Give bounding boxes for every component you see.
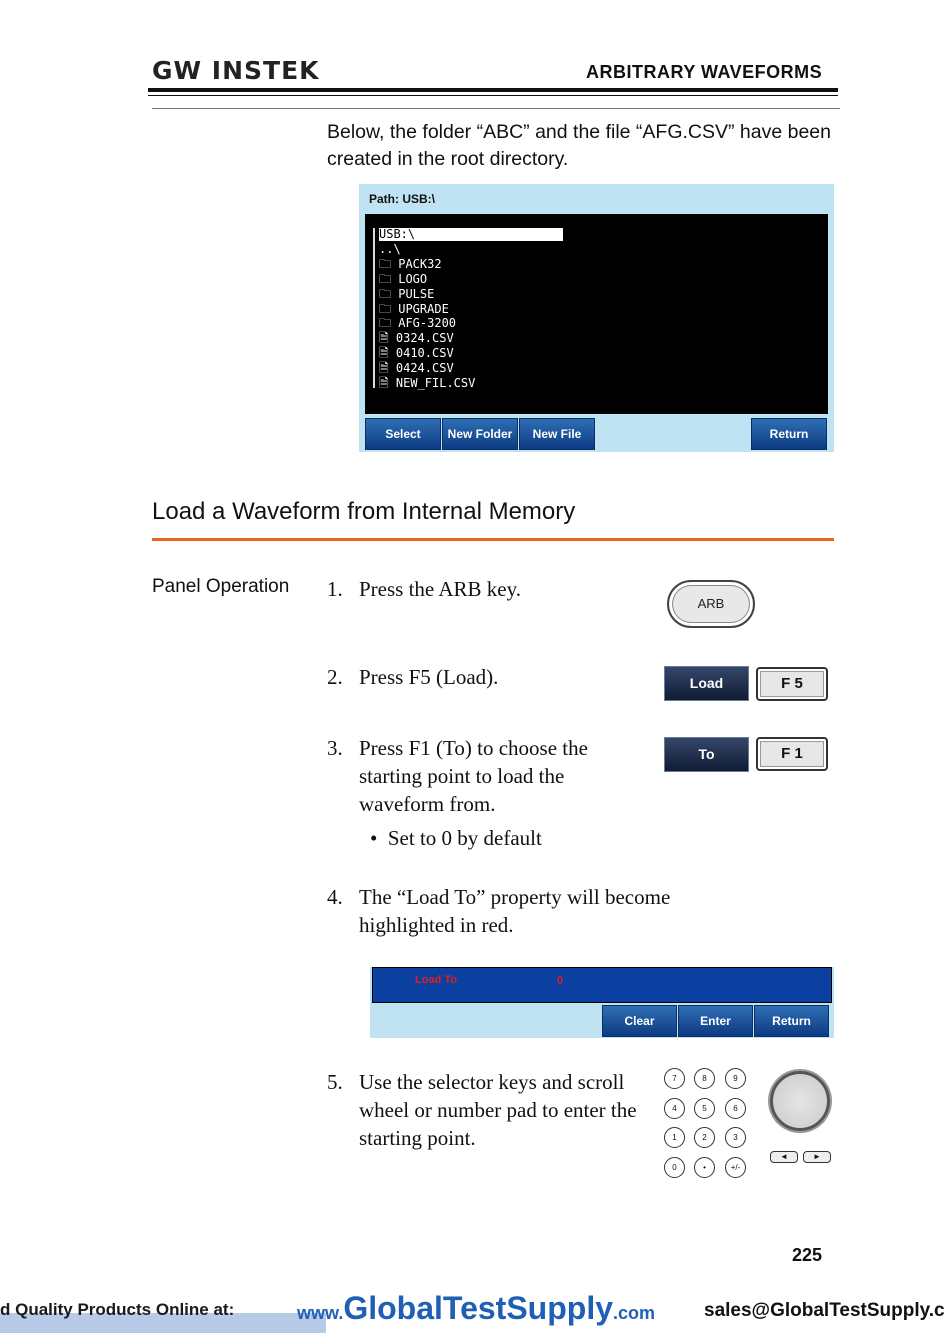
new-file-button: New File	[519, 418, 595, 450]
list-item: 🗎 0324.CSV	[379, 331, 454, 346]
section-title: Load a Waveform from Internal Memory	[152, 498, 576, 525]
header-rule-thin	[148, 95, 838, 96]
bullet-item: • Set to 0 by default	[370, 826, 542, 850]
return-button: Return	[754, 1005, 829, 1037]
scroll-wheel-icon	[770, 1071, 830, 1131]
numpad-key: +/-	[725, 1157, 746, 1178]
select-button: Select	[365, 418, 441, 450]
footer-left-text: d Quality Products Online at:	[0, 1300, 235, 1319]
numpad-key: •	[694, 1157, 715, 1178]
step-number: 4.	[327, 885, 343, 909]
step-text: Use the selector keys and scroll wheel or number pad to enter the starting point.	[359, 1070, 637, 1150]
numpad-key: 1	[664, 1127, 685, 1148]
section-rule	[152, 538, 834, 541]
brand-logo: GW INSTEK	[152, 56, 320, 85]
list-item: ..\	[379, 241, 401, 256]
arrow-right-icon: ►	[803, 1151, 831, 1163]
step-number: 2.	[327, 665, 343, 689]
step-text: Press F5 (Load).	[359, 665, 499, 689]
numpad-key: 8	[694, 1068, 715, 1089]
header-rule-lower	[152, 108, 840, 109]
step-number: 1.	[327, 577, 343, 601]
list-item: 🗀 PACK32	[379, 256, 442, 271]
step-text: Press the ARB key.	[359, 577, 521, 601]
to-softkey: To	[664, 737, 749, 772]
enter-button: Enter	[678, 1005, 753, 1037]
clear-button: Clear	[602, 1005, 677, 1037]
page-number: 225	[792, 1245, 823, 1265]
header-rule	[148, 88, 838, 92]
f5-key: F 5	[756, 667, 828, 701]
numpad-key: 6	[725, 1098, 746, 1119]
numpad-key: 4	[664, 1098, 685, 1119]
panel-operation-label: Panel Operation	[152, 576, 290, 597]
load-softkey: Load	[664, 666, 749, 701]
numpad-key: 9	[725, 1068, 746, 1089]
numpad-key: 0	[664, 1157, 685, 1178]
return-button: Return	[751, 418, 827, 450]
step-text: The “Load To” property will become highlighted in red.	[359, 885, 671, 937]
path-label: Path: USB:\	[369, 192, 435, 206]
list-item: 🗀 PULSE	[379, 286, 435, 301]
new-folder-button: New Folder	[442, 418, 518, 450]
number-pad-icon	[664, 1068, 754, 1180]
list-item: 🗎 0410.CSV	[379, 346, 454, 361]
url-suffix: .com	[613, 1303, 656, 1323]
step-number: 3.	[327, 736, 343, 760]
numpad-key: 7	[664, 1068, 685, 1089]
f1-key: F 1	[756, 737, 828, 771]
file-list	[365, 214, 828, 414]
url-prefix: www.	[297, 1303, 344, 1323]
load-to-label: Load To	[415, 974, 457, 986]
numpad-key: 2	[694, 1127, 715, 1148]
step-text: Press F1 (To) to choose the starting point to load the waveform from.	[359, 736, 588, 816]
list-item: 🗀 UPGRADE	[379, 301, 449, 316]
list-item: 🗀 LOGO	[379, 271, 428, 286]
numpad-key: 5	[694, 1098, 715, 1119]
numpad-key: 3	[725, 1127, 746, 1148]
list-item: USB:\	[379, 227, 416, 241]
list-item: 🗀 AFG-3200	[379, 316, 457, 331]
file-browser-screenshot	[359, 184, 834, 452]
scrollbar	[373, 228, 375, 388]
header-title: ARBITRARY WAVEFORMS	[586, 62, 823, 82]
step-number: 5.	[327, 1070, 343, 1094]
load-to-value: 0	[557, 975, 564, 987]
footer-url	[297, 1290, 655, 1327]
list-item: 🗎 NEW_FIL.CSV	[379, 376, 476, 391]
url-main: GlobalTestSupply	[343, 1290, 613, 1326]
footer-email: sales@GlobalTestSupply.c	[704, 1300, 945, 1321]
arrow-left-icon: ◄	[770, 1151, 798, 1163]
list-item: 🗎 0424.CSV	[379, 361, 454, 376]
display-area	[372, 967, 832, 1003]
load-to-screenshot	[370, 967, 834, 1038]
intro-paragraph: Below, the folder “ABC” and the file “AFG.CSV” have been created in the root directory.	[327, 121, 832, 170]
arb-key-icon: ARB	[667, 580, 755, 628]
bullet-text: Set to 0 by default	[387, 826, 542, 850]
file-items	[379, 227, 475, 391]
